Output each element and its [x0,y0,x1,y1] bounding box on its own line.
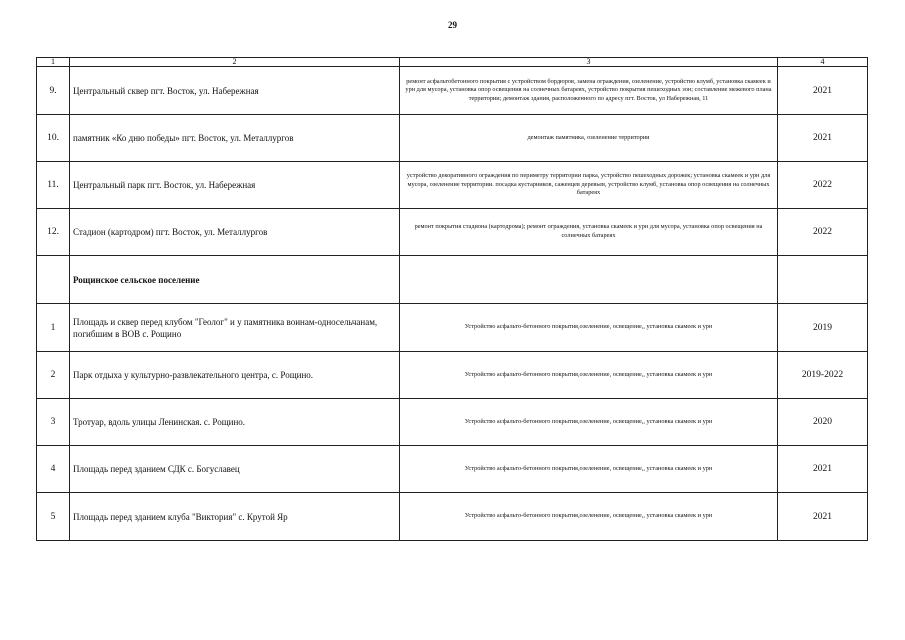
work-description: устройство декоративного ограждения по периметру территории парка, устройство пешеходных дорожек; установка скамеек и урн для мусора, озеленение территории. посадка кустарников, саженцев деревьев, устройство клумб, установка опор освещения на солнечных батареях [400,162,778,209]
table-row [37,304,868,352]
column-header-1: 1 [37,58,70,67]
year: 2021 [778,493,868,541]
work-description: ремонт асфальтобетонного покрытия с устройством бордюров, замена ограждения, озеленение, устройство клумб, установка скамеек и урн для мусора, установка опор освещения на солнечных батареях, устройство покрытия пешеходных зон; составление межевого плана территории; демонтаж здания, расположенного по адресу пгт. Восток, ул Набережная, 11 [400,67,778,115]
object-name: Центральный сквер пгт. Восток, ул. Набережная [70,67,400,115]
section-title: Рощинское сельское поселение [70,256,400,304]
work-description: ремонт покрытия стадиона (картодрома); ремонт ограждения, установка скамеек и урн для мусора, установка опор освещения на солнечных батареях [400,209,778,256]
work-description: Устройство асфальто-бетонного покрытия,озеленение, освещение,, установка скамеек и урн [400,493,778,541]
object-name: памятник «Ко дню победы» пгт. Восток, ул. Металлургов [70,115,400,162]
table-row [37,67,868,115]
section-row [37,256,868,304]
work-description: демонтаж памятника, озеленение территории [400,115,778,162]
table-row [37,209,868,256]
object-name: Площадь и сквер перед клубом "Геолог" и у памятника воинам-односельчанам, погибшим в ВОВ с. Рощино [70,304,400,352]
object-name: Парк отдыха у культурно-развлекательного центра, с. Рощино. [70,352,400,399]
year: 2019-2022 [778,352,868,399]
table-row [37,162,868,209]
year: 2021 [778,115,868,162]
year: 2021 [778,67,868,115]
column-header-3: 3 [400,58,778,67]
row-number: 5 [37,493,70,541]
work-description: Устройство асфальто-бетонного покрытия,озеленение, освещение,, установка скамеек и урн [400,304,778,352]
table-row [37,493,868,541]
row-number: 1 [37,304,70,352]
table-row [37,399,868,446]
table-row [37,115,868,162]
row-number: 4 [37,446,70,493]
section-number-cell [37,256,70,304]
row-number: 10. [37,115,70,162]
page-number: 29 [448,20,457,30]
year: 2022 [778,162,868,209]
row-number: 3 [37,399,70,446]
row-number: 11. [37,162,70,209]
object-name: Центральный парк пгт. Восток, ул. Набережная [70,162,400,209]
object-name: Тротуар, вдоль улицы Ленинская. с. Рощино. [70,399,400,446]
section-work-cell [400,256,778,304]
work-description: Устройство асфальто-бетонного покрытия,озеленение, освещение,, установка скамеек и урн [400,446,778,493]
column-header-4: 4 [778,58,868,67]
table-header-row [37,58,868,67]
year: 2022 [778,209,868,256]
year: 2020 [778,399,868,446]
object-name: Стадион (картодром) пгт. Восток, ул. Металлургов [70,209,400,256]
work-description: Устройство асфальто-бетонного покрытия,озеленение, освещение,, установка скамеек и урн [400,399,778,446]
row-number: 12. [37,209,70,256]
section-year-cell [778,256,868,304]
object-name: Площадь перед зданием клуба "Виктория" с. Крутой Яр [70,493,400,541]
row-number: 2 [37,352,70,399]
year: 2019 [778,304,868,352]
object-name: Площадь перед зданием СДК с. Богуславец [70,446,400,493]
table-row [37,352,868,399]
improvement-objects-table [36,57,868,541]
column-header-2: 2 [70,58,400,67]
year: 2021 [778,446,868,493]
row-number: 9. [37,67,70,115]
table-row [37,446,868,493]
work-description: Устройство асфальто-бетонного покрытия,озеленение, освещение,, установка скамеек и урн [400,352,778,399]
